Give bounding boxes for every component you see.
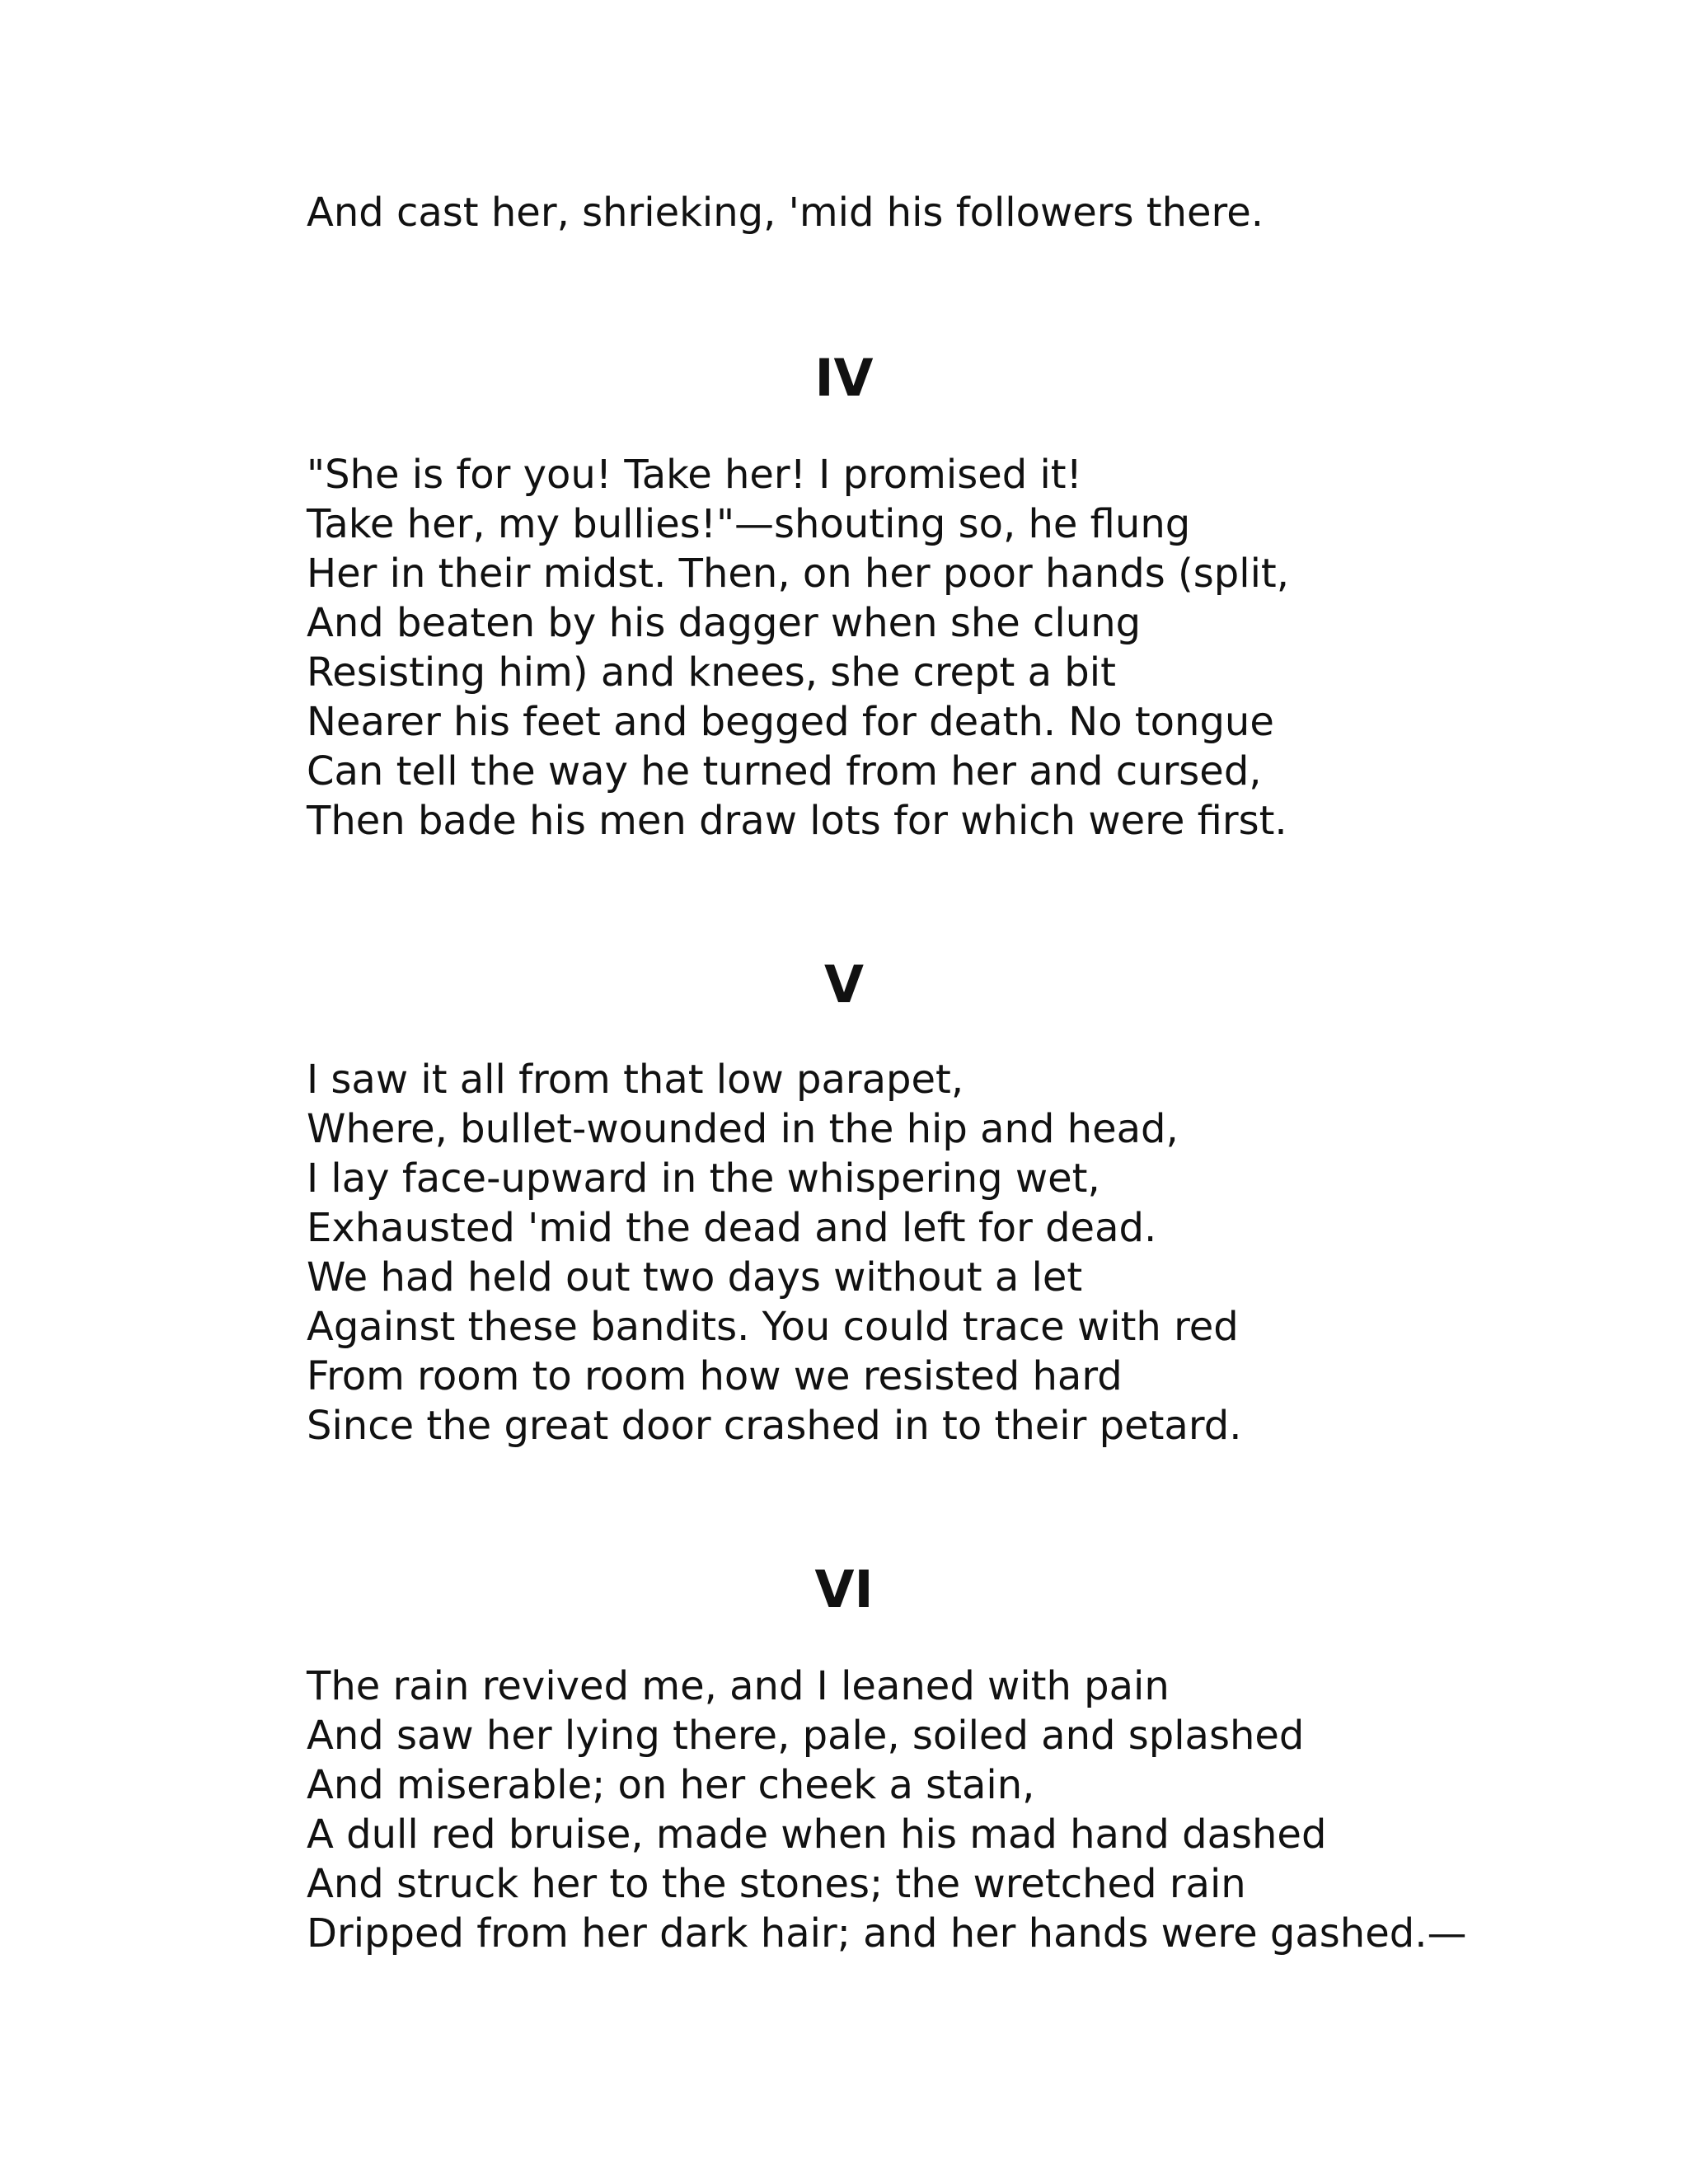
poem-line: Where, bullet-wounded in the hip and head, (307, 1106, 1179, 1152)
poem-line: I lay face-upward in the whispering wet, (307, 1155, 1100, 1202)
poem-line: Since the great door crashed in to their petard. (307, 1403, 1242, 1449)
poem-line: A dull red bruise, made when his mad hand dashed (307, 1811, 1327, 1858)
poem-line: And cast her, shrieking, 'mid his followers there. (307, 190, 1264, 236)
poem-line: And saw her lying there, pale, soiled and splashed (307, 1713, 1305, 1759)
poem-line: Then bade his men draw lots for which were first. (307, 798, 1287, 844)
poem-line: The rain revived me, and I leaned with pain (307, 1663, 1170, 1709)
poem-line: Exhausted 'mid the dead and left for dead. (307, 1205, 1157, 1251)
poem-line: And struck her to the stones; the wretched rain (307, 1861, 1246, 1907)
stanza-text (307, 1661, 1543, 1958)
poem-line: Can tell the way he turned from her and cursed, (307, 748, 1262, 794)
poem-line: From room to room how we resisted hard (307, 1353, 1123, 1399)
poem-line: We had held out two days without a let (307, 1254, 1083, 1301)
intro-text (307, 188, 1543, 237)
poem-line: Her in their midst. Then, on her poor hands (split, (307, 551, 1289, 597)
poem-line: Take her, my bullies!"—shouting so, he flung (307, 501, 1191, 547)
poem-line: Resisting him) and knees, she crept a bit (307, 649, 1116, 696)
poem-line: "She is for you! Take her! I promised it! (307, 452, 1082, 498)
poem-line: I saw it all from that low parapet, (307, 1057, 964, 1103)
stanza-text (307, 1055, 1543, 1451)
stanza-heading: V (824, 954, 864, 1015)
poem-line: And beaten by his dagger when she clung (307, 600, 1142, 646)
stanza-heading: IV (814, 348, 874, 408)
poem-line: Nearer his feet and begged for death. No tongue (307, 699, 1274, 745)
stanza-text (307, 450, 1543, 846)
poem-line: And miserable; on her cheek a stain, (307, 1762, 1035, 1808)
stanza-heading: VI (814, 1559, 874, 1619)
poem-line: Against these bandits. You could trace with red (307, 1304, 1239, 1350)
poem-line: Dripped from her dark hair; and her hands were gashed.— (307, 1910, 1467, 1957)
